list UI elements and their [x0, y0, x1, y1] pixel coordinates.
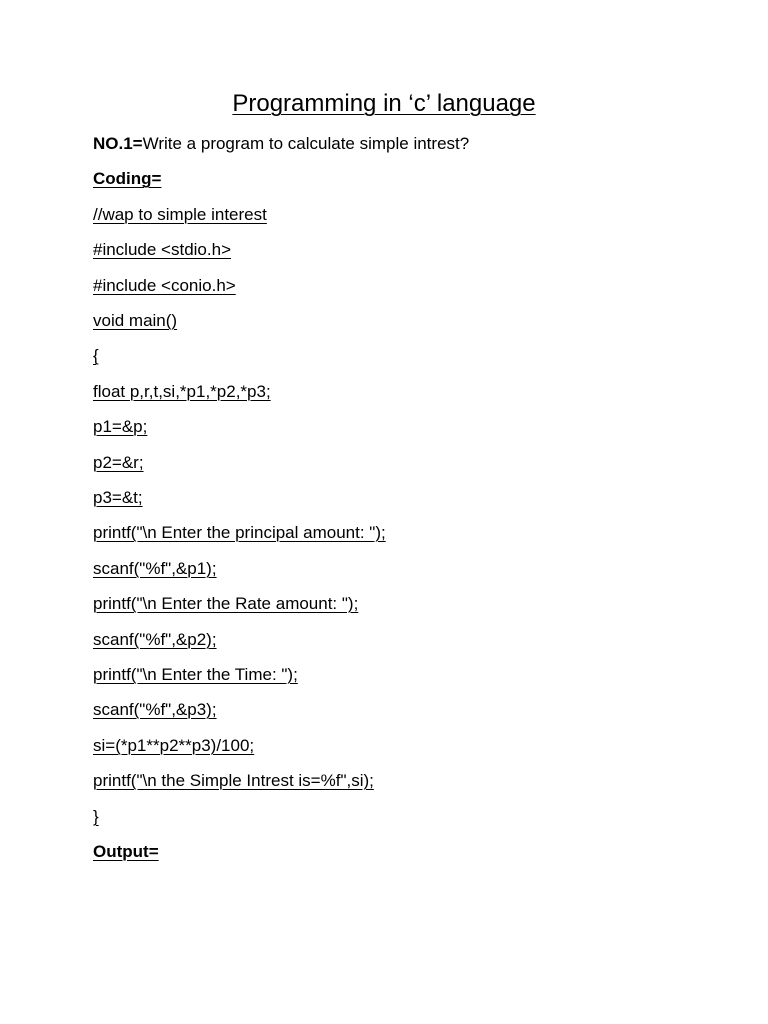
- code-line-printf-time: printf("\n Enter the Time: ");: [93, 665, 298, 684]
- code-line-printf-principal: printf("\n Enter the principal amount: ");: [93, 523, 386, 542]
- code-line-main: void main(): [93, 311, 178, 330]
- question-line: [93, 133, 469, 155]
- question-number: NO.1=: [93, 134, 143, 153]
- code-line-scanf-p1: scanf("%f",&p1);: [93, 559, 217, 578]
- code-line-declaration: float p,r,t,si,*p1,*p2,*p3;: [93, 382, 271, 401]
- question-text: Write a program to calculate simple intrest?: [142, 134, 470, 153]
- output-label: Output=: [93, 842, 159, 861]
- code-line-close-brace: }: [93, 807, 99, 826]
- coding-label: Coding=: [93, 169, 162, 188]
- code-line-scanf-p2: scanf("%f",&p2);: [93, 630, 217, 649]
- code-line-p1: p1=&p;: [93, 417, 148, 436]
- code-line-p2: p2=&r;: [93, 453, 144, 472]
- code-line-include-conio: #include <conio.h>: [93, 276, 236, 295]
- code-line-scanf-p3: scanf("%f",&p3);: [93, 700, 217, 719]
- code-line-include-stdio: #include <stdio.h>: [93, 240, 231, 259]
- code-line-p3: p3=&t;: [93, 488, 143, 507]
- code-line-comment: //wap to simple interest: [93, 205, 267, 224]
- code-line-open-brace: {: [93, 346, 99, 365]
- code-line-printf-result: printf("\n the Simple Intrest is=%f",si);: [93, 771, 374, 790]
- code-line-si-formula: si=(*p1**p2**p3)/100;: [93, 736, 255, 755]
- page-title: Programming in ‘c’ language: [232, 90, 536, 117]
- code-line-printf-rate: printf("\n Enter the Rate amount: ");: [93, 594, 359, 613]
